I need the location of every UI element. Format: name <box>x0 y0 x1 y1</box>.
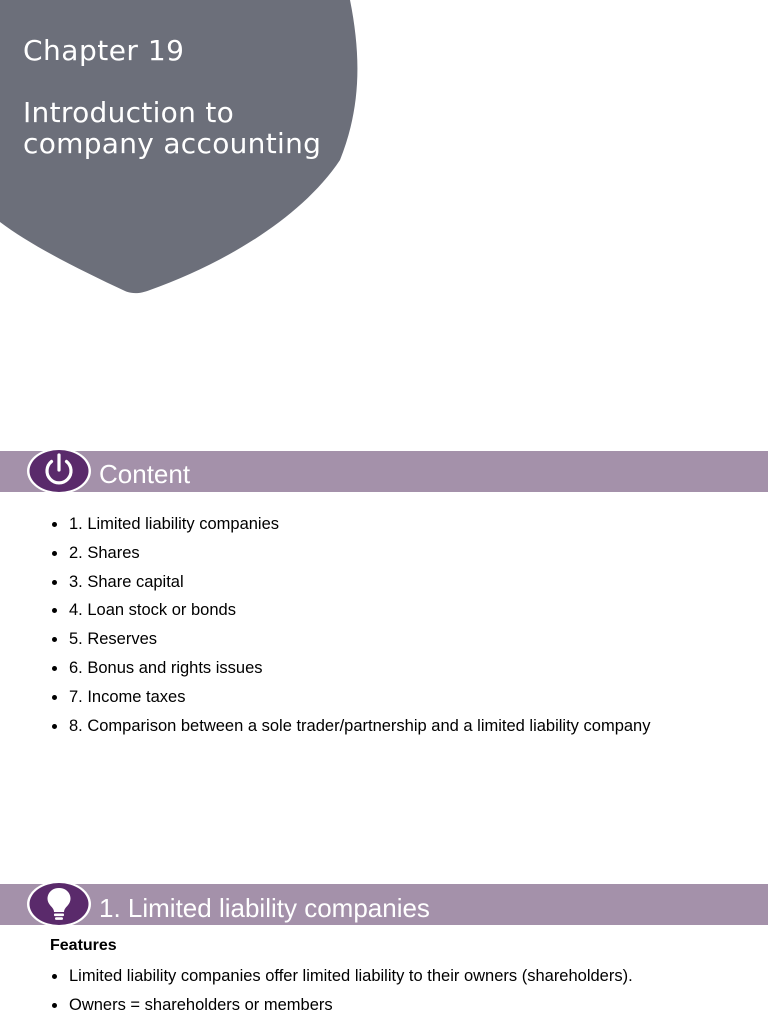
chapter-number: Chapter 19 <box>23 34 185 67</box>
lightbulb-icon <box>26 879 94 929</box>
features-list <box>50 962 633 1020</box>
chapter-title: Introduction to company accounting <box>23 96 322 160</box>
content-list <box>50 510 650 740</box>
features-subheading: Features <box>50 937 117 954</box>
content-heading: Content <box>99 459 191 489</box>
list-item: 3. Share capital <box>50 568 650 597</box>
list-item: 1. Limited liability companies <box>50 510 650 539</box>
list-item: 6. Bonus and rights issues <box>50 654 650 683</box>
list-item: 2. Shares <box>50 539 650 568</box>
power-icon <box>26 446 94 496</box>
list-item: 5. Reserves <box>50 625 650 654</box>
list-item: 4. Loan stock or bonds <box>50 596 650 625</box>
section1-heading: 1. Limited liability companies <box>99 893 430 923</box>
list-item: 7. Income taxes <box>50 683 650 712</box>
list-item: Limited liability companies offer limited liability to their owners (shareholders). <box>50 962 633 991</box>
cover-slide <box>0 0 768 430</box>
list-item: Owners = shareholders or members <box>50 991 633 1020</box>
list-item: 8. Comparison between a sole trader/partnership and a limited liability company <box>50 712 650 741</box>
